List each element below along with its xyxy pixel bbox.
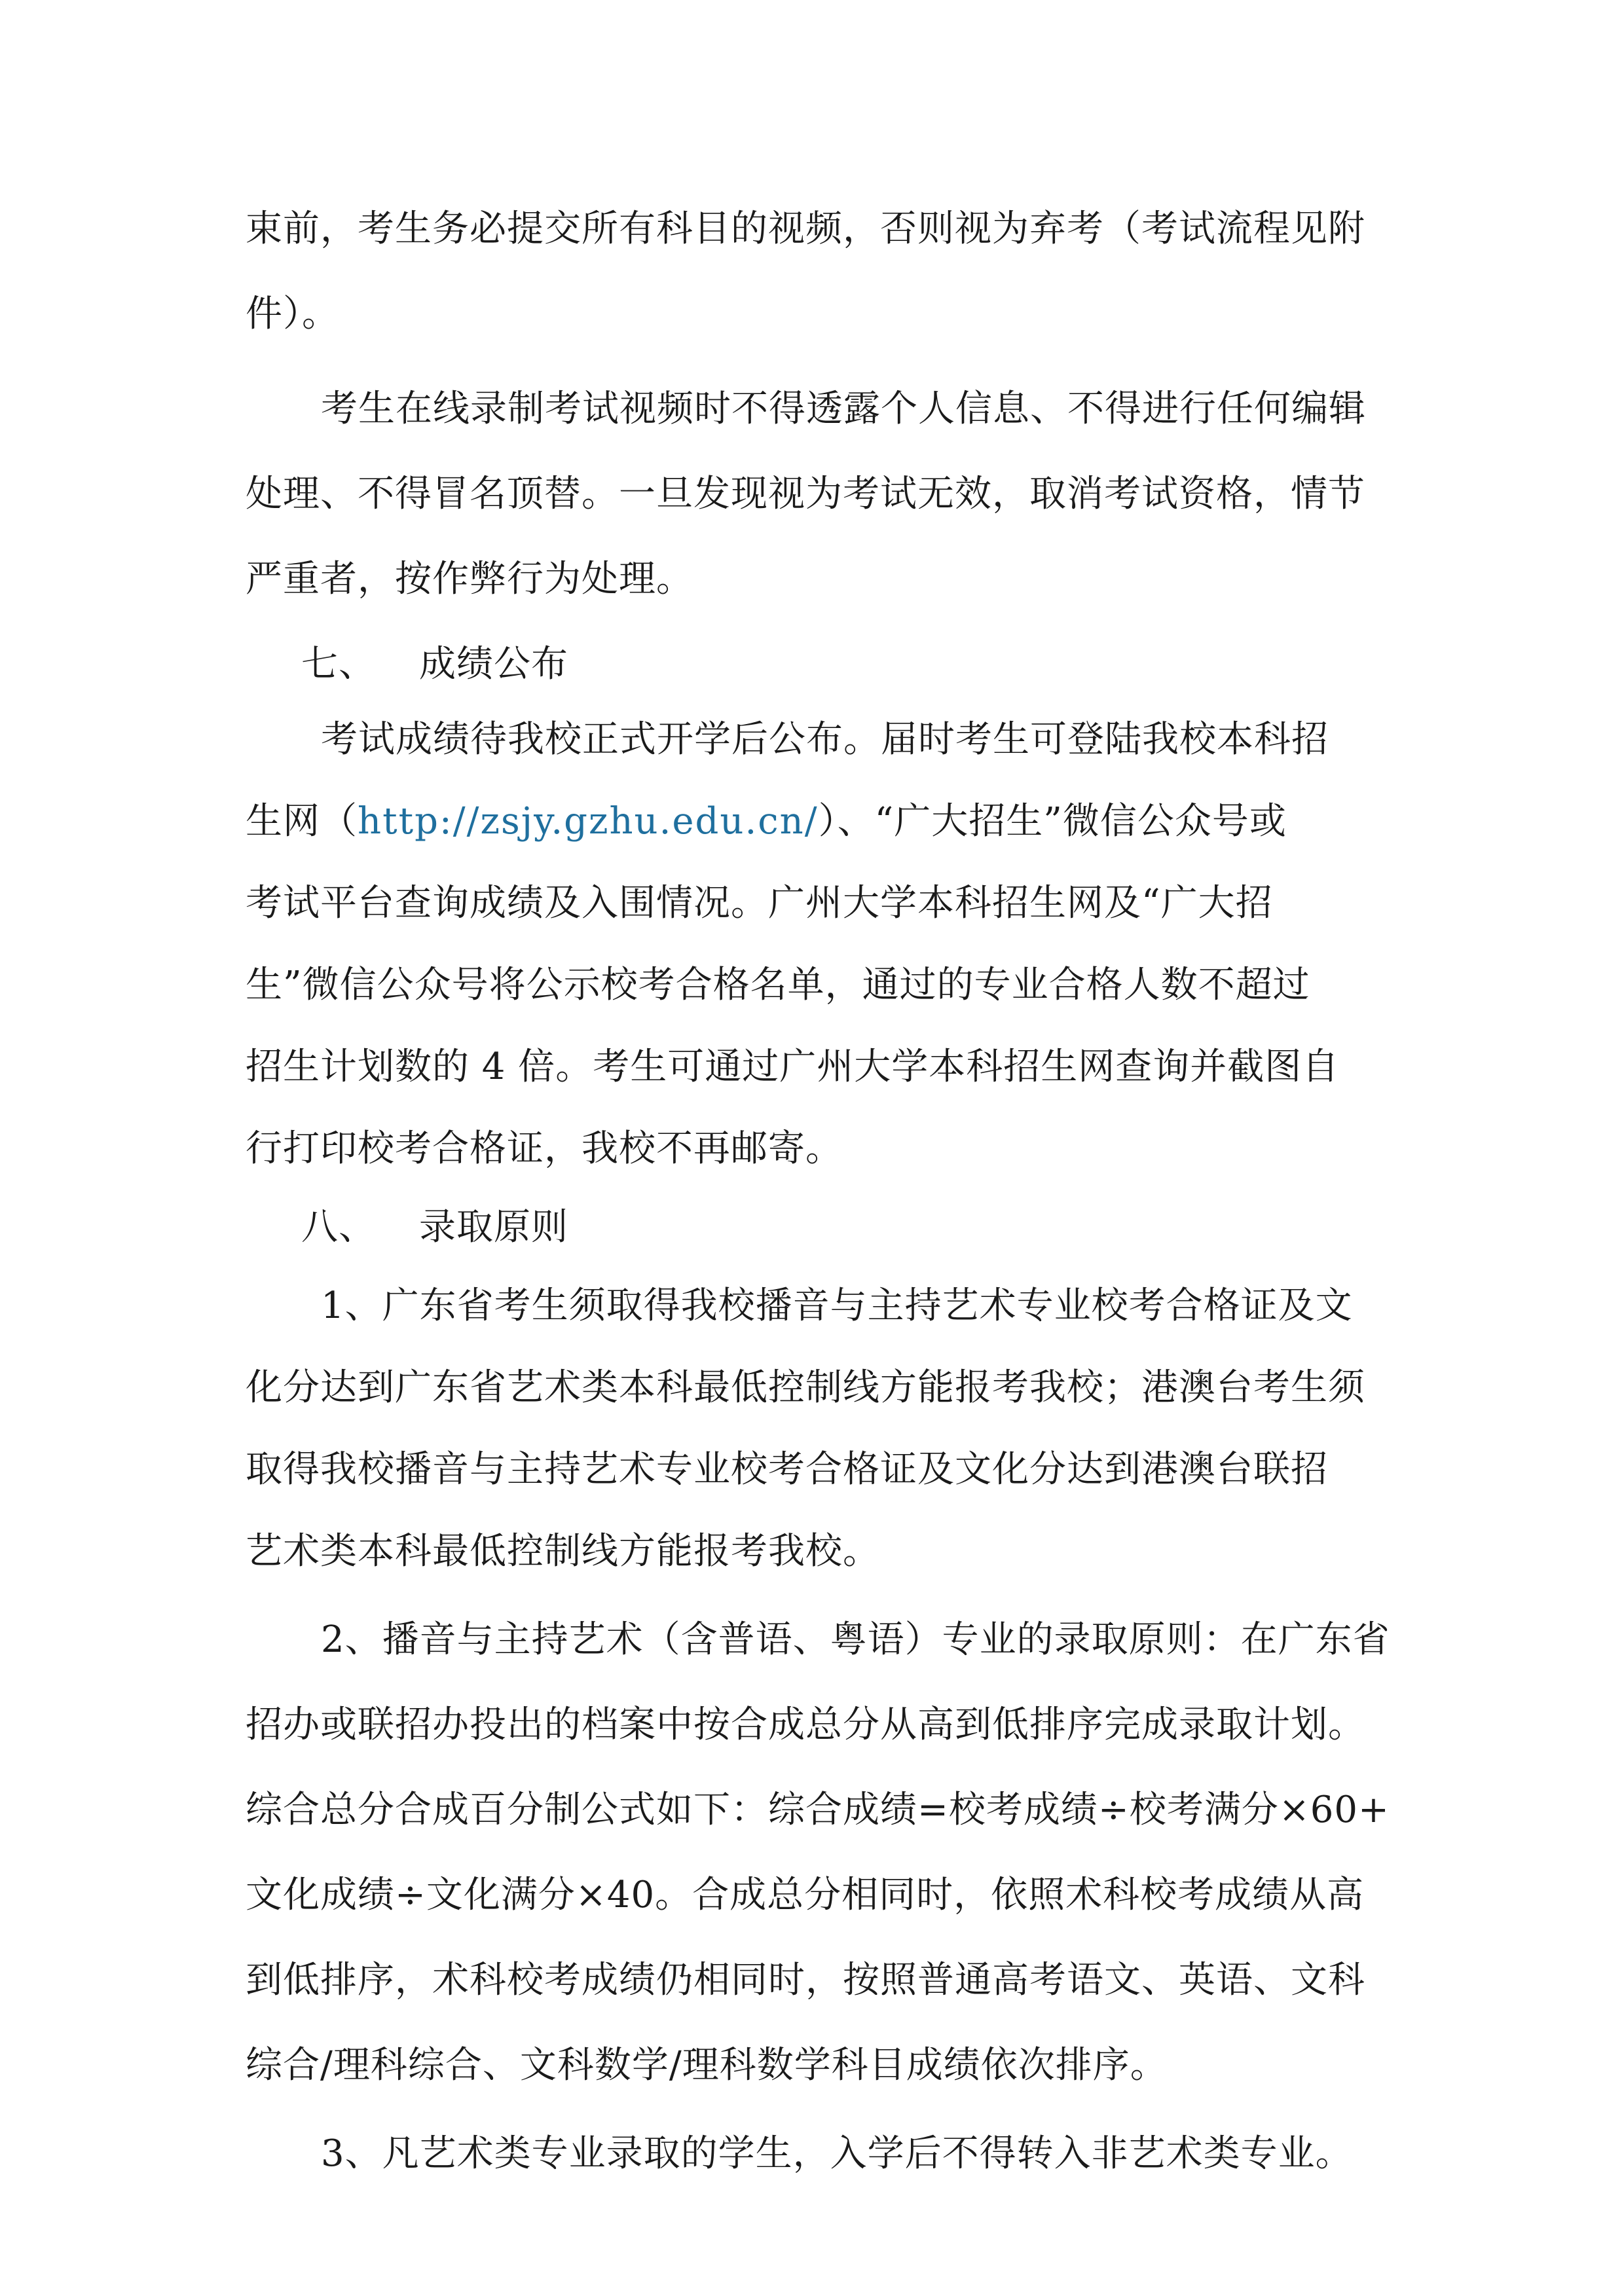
paragraph-line: 艺术类本科最低控制线方能报考我校。 — [246, 1530, 880, 1573]
paragraph-line: 综合/理科综合、文科数学/理科数学科目成绩依次排序。 — [246, 2044, 1168, 2086]
section-number: 八、 — [301, 1206, 376, 1248]
paragraph-line: 招办或联招办投出的档案中按合成总分从高到低排序完成录取计划。 — [246, 1704, 1365, 1746]
paragraph-line: 文化成绩÷文化满分×40。合成总分相同时，依照术科校考成绩从高 — [246, 1874, 1365, 1916]
section-title: 成绩公布 — [419, 643, 568, 685]
paragraph-line: 考试成绩待我校正式开学后公布。届时考生可登陆我校本科招 — [321, 718, 1329, 761]
paragraph-line: 考试平台查询成绩及入围情况。广州大学本科招生网及“广大招 — [246, 882, 1273, 924]
paragraph-line: 1、广东省考生须取得我校播音与主持艺术专业校考合格证及文 — [321, 1285, 1353, 1327]
paragraph-line: 生”微信公众号将公示校考合格名单，通过的专业合格人数不超过 — [246, 964, 1310, 1006]
paragraph-line: 3、凡艺术类专业录取的学生，入学后不得转入非艺术类专业。 — [321, 2132, 1353, 2175]
paragraph-line — [246, 795, 1287, 848]
paragraph-line: 件）。 — [246, 293, 339, 335]
paragraph-line: 取得我校播音与主持艺术专业校考合格证及文化分达到港澳台联招 — [246, 1448, 1328, 1491]
text-fragment: 生网（ — [246, 800, 358, 843]
paragraph-line: 考生在线录制考试视频时不得透露个人信息、不得进行任何编辑 — [321, 388, 1366, 430]
paragraph-line: 2、播音与主持艺术（含普语、粤语）专业的录取原则：在广东省 — [321, 1618, 1390, 1661]
paragraph-line: 化分达到广东省艺术类本科最低控制线方能报考我校；港澳台考生须 — [246, 1366, 1365, 1409]
section-number: 七、 — [301, 643, 376, 685]
paragraph-line: 束前，考生务必提交所有科目的视频，否则视为弃考（考试流程见附 — [246, 208, 1365, 250]
paragraph-line: 招生计划数的 4 倍。考生可通过广州大学本科招生网查询并截图自 — [246, 1046, 1340, 1088]
section-heading-8 — [301, 1201, 568, 1254]
paragraph-line: 处理、不得冒名顶替。一旦发现视为考试无效，取消考试资格，情节 — [246, 473, 1365, 515]
section-heading-7 — [301, 638, 568, 691]
admissions-link[interactable]: http://zsjy.gzhu.edu.cn/ — [358, 800, 819, 843]
paragraph-line: 行打印校考合格证，我校不再邮寄。 — [246, 1127, 843, 1170]
section-title: 录取原则 — [419, 1206, 568, 1248]
paragraph-line: 综合总分合成百分制公式如下：综合成绩=校考成绩÷校考满分×60+ — [246, 1789, 1390, 1831]
text-fragment: ）、“广大招生”微信公众号或 — [818, 800, 1287, 843]
paragraph-line: 严重者，按作弊行为处理。 — [246, 558, 693, 600]
paragraph-line: 到低排序，术科校考成绩仍相同时，按照普通高考语文、英语、文科 — [246, 1959, 1365, 2001]
